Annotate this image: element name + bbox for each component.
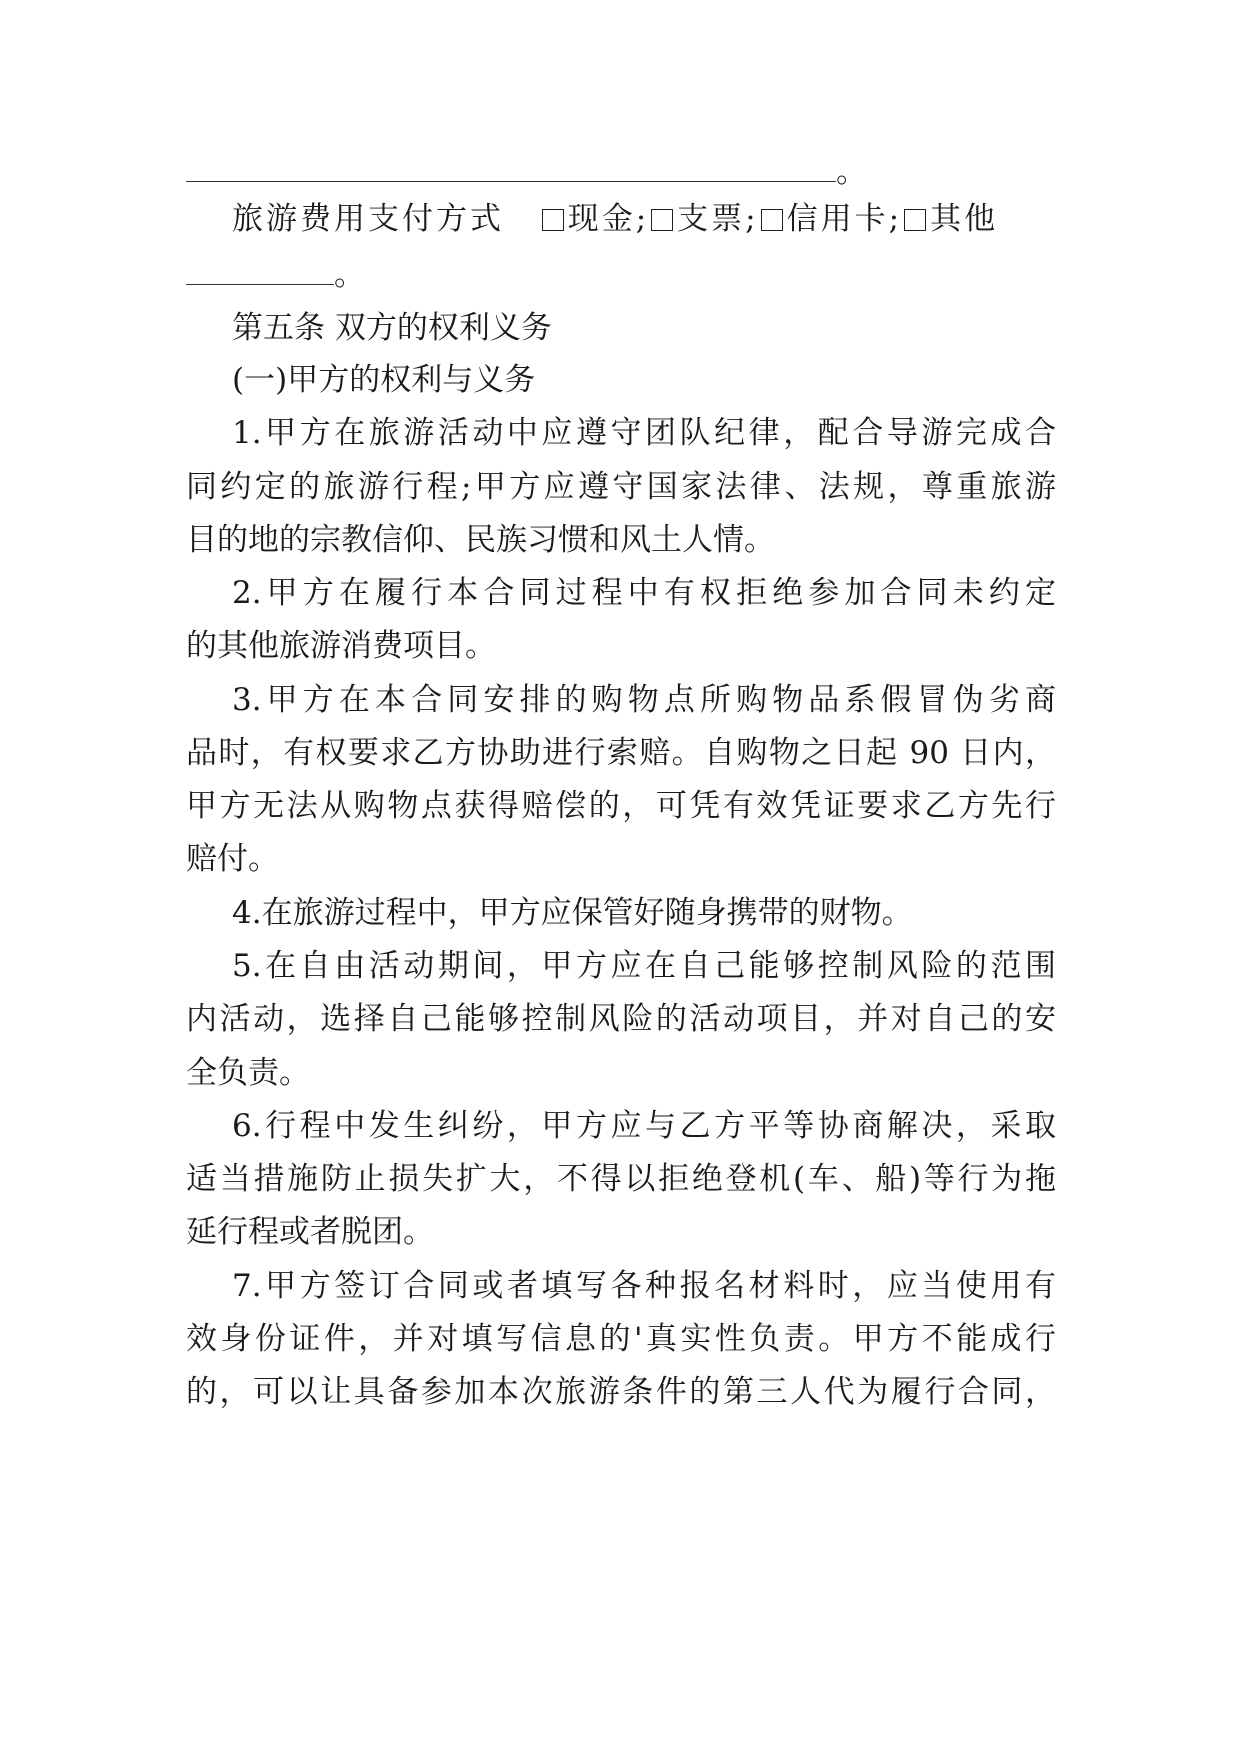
item6-line1: 6.行程中发生纠纷，甲方应与乙方平等协商解决，采取	[232, 1108, 1056, 1144]
item2-line1: 2.甲方在履行本合同过程中有权拒绝参加合同未约定	[232, 575, 1056, 611]
line-end-period-2: 。	[334, 257, 365, 293]
item6-line3: 延行程或者脱团。	[186, 1214, 434, 1250]
checkbox-check[interactable]	[651, 209, 673, 231]
section1-title: (一)甲方的权利与义务	[232, 362, 536, 398]
item3-line3: 甲方无法从购物点获得赔偿的，可凭有效凭证要求乙方先行	[186, 788, 1056, 824]
checkbox-other[interactable]	[904, 209, 926, 231]
payment-method-line	[232, 199, 1056, 239]
item7-line1: 7.甲方签订合同或者填写各种报名材料时，应当使用有	[232, 1268, 1056, 1304]
checkbox-cash[interactable]	[542, 209, 564, 231]
option-other-label: 其他	[930, 201, 999, 237]
item3-line4: 赔付。	[186, 841, 279, 877]
article5-title: 第五条 双方的权利义务	[232, 310, 552, 346]
option-cash-label: 现金;	[567, 201, 650, 237]
item3-line1: 3.甲方在本合同安排的购物点所购物品系假冒伪劣商	[232, 682, 1056, 718]
item1-line1: 1.甲方在旅游活动中应遵守团队纪律，配合导游完成合	[232, 415, 1056, 451]
item6-line2: 适当措施防止损失扩大，不得以拒绝登机(车、船)等行为拖	[186, 1161, 1056, 1197]
item1-line2: 同约定的旅游行程;甲方应遵守国家法律、法规，尊重旅游	[186, 469, 1056, 505]
option-check-label: 支票;	[677, 201, 759, 237]
line-end-period: 。	[836, 154, 867, 190]
item2-line2: 的其他旅游消费项目。	[186, 628, 496, 664]
payment-method-label: 旅游费用支付方式	[232, 201, 504, 237]
item5-line3: 全负责。	[186, 1055, 310, 1091]
item5-line1: 5.在自由活动期间，甲方应在自己能够控制风险的范围	[232, 948, 1056, 984]
item7-line3: 的，可以让具备参加本次旅游条件的第三人代为履行合同，	[186, 1374, 1056, 1410]
item3-line2: 品时，有权要求乙方协助进行索赔。自购物之日起 90 日内，	[186, 735, 1056, 771]
item1-line3: 目的地的宗教信仰、民族习惯和风土人情。	[186, 522, 775, 558]
fill-in-blank	[186, 155, 836, 182]
other-fill-in-line	[186, 255, 1056, 295]
checkbox-credit-card[interactable]	[761, 209, 783, 231]
item7-line2: 效身份证件，并对填写信息的'真实性负责。甲方不能成行	[186, 1321, 1056, 1357]
item5-line2: 内活动，选择自己能够控制风险的活动项目，并对自己的安	[186, 1001, 1056, 1037]
option-credit-card-label: 信用卡;	[786, 201, 903, 237]
item4-line1: 4.在旅游过程中，甲方应保管好随身携带的财物。	[232, 895, 913, 931]
fill-in-line	[186, 152, 1056, 192]
other-fill-in-blank[interactable]	[186, 258, 334, 285]
